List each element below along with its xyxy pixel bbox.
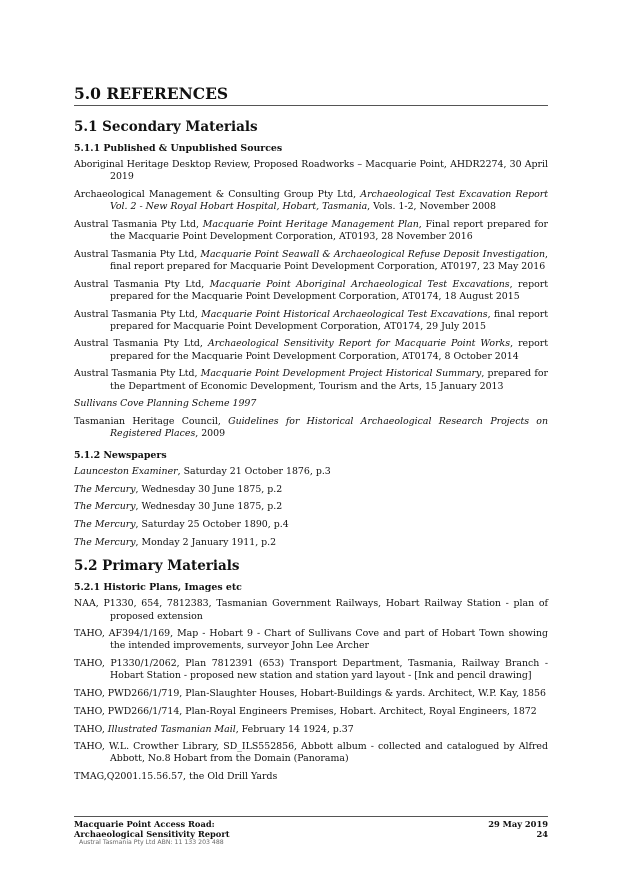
reference-details: , final report prepared for Macquarie Point Development Corporation, AT0174, 29 July 2015	[110, 308, 549, 332]
reference-item	[74, 338, 548, 362]
reference-title: Sullivans Cove Planning Scheme 1997	[74, 398, 257, 410]
reference-text: TAHO,	[74, 723, 108, 735]
reference-item	[74, 628, 548, 652]
reference-item	[74, 398, 548, 410]
reference-text: NAA, P1330, 654, 7812383, Tasmanian Government Railways, Hobart Railway Station - plan of proposed extension	[74, 598, 548, 622]
reference-item	[74, 189, 548, 213]
page-footer	[74, 816, 548, 839]
section-heading-primary: 5.2 Primary Materials	[74, 558, 240, 575]
reference-title: The Mercury	[74, 518, 136, 530]
reference-text: Austral Tasmania Pty Ltd,	[74, 308, 202, 320]
reference-item	[74, 771, 548, 783]
reference-text: TAHO, PWD266/1/719, Plan-Slaughter Houses, Hobart-Buildings & yards. Architect, W.P. Kay, 1856	[74, 688, 546, 700]
reference-details: , report prepared for the Macquarie Point Development Corporation, AT0174, 18 August 2015	[110, 278, 548, 302]
reference-title: The Mercury	[74, 536, 136, 548]
section-heading-secondary: 5.1 Secondary Materials	[74, 119, 258, 135]
reference-item	[74, 658, 548, 682]
reference-item	[74, 219, 548, 243]
reference-details: , final report prepared for Macquarie Point Development Corporation, AT0197, 23 May 2016	[110, 248, 548, 272]
reference-item	[74, 484, 548, 496]
reference-text: Tasmanian Heritage Council,	[74, 415, 229, 427]
reference-title: The Mercury	[74, 501, 136, 513]
subsection-heading-published: 5.1.1 Published & Unpublished Sources	[74, 143, 283, 154]
reference-details: , report prepared for the Macquarie Point Development Corporation, AT0174, 8 October 2014	[110, 338, 548, 362]
reference-item	[74, 309, 548, 333]
reference-item	[74, 466, 548, 478]
reference-text: TMAG,Q2001.15.56.57, the Old Drill Yards	[74, 771, 278, 783]
reference-text: Aboriginal Heritage Desktop Review, Proposed Roadworks – Macquarie Point, AHDR2274, 30 April 2019	[74, 159, 548, 183]
reference-details: , Saturday 25 October 1890, p.4	[135, 518, 289, 530]
reference-title: Archaeological Test Excavation Report Vol. 2 - New Royal Hobart Hospital, Hobart, Tasmania	[110, 188, 548, 213]
reference-item	[74, 279, 548, 303]
reference-text: Austral Tasmania Pty Ltd,	[74, 248, 201, 260]
reference-item	[74, 501, 548, 513]
historic-plans-list	[74, 598, 548, 783]
published-sources-list	[74, 159, 548, 440]
reference-item	[74, 159, 548, 183]
page-title: 5.0 REFERENCES	[74, 84, 548, 106]
reference-title: Macquarie Point Historical Archaeological Test Excavations	[201, 308, 488, 320]
reference-item	[74, 706, 548, 718]
reference-item	[74, 368, 548, 392]
reference-title: Guidelines for Historical Archaeological Research Projects on Registered Places	[110, 415, 548, 440]
reference-title: Macquarie Point Aboriginal Archaeological Test Excavations	[209, 278, 510, 290]
reference-details: , Vols. 1-2, November 2008	[367, 201, 496, 213]
reference-text: Austral Tasmania Pty Ltd,	[74, 368, 201, 380]
reference-details: , 2009	[195, 428, 226, 440]
reference-text: TAHO, PWD266/1/714, Plan-Royal Engineers Premises, Hobart. Architect, Royal Engineers, 1872	[74, 705, 537, 717]
reference-details: , Saturday 21 October 1876, p.3	[177, 465, 331, 477]
reference-text: Austral Tasmania Pty Ltd,	[74, 278, 210, 290]
reference-title: Archaeological Sensitivity Report for Macquarie Point Works	[207, 338, 511, 350]
footer-date: 29 May 2019	[488, 819, 548, 829]
reference-title: Macquarie Point Seawall & Archaeological Refuse Deposit Investigation	[200, 248, 545, 260]
reference-text: TAHO, W.L. Crowther Library, SD_ILS552856, Abbott album - collected and catalogued by Alfred Abbott, No.8 Hobart from the Domain (Panorama)	[74, 741, 548, 765]
reference-details: , February 14 1924, p.37	[235, 723, 354, 735]
reference-item	[74, 537, 548, 549]
reference-item	[74, 416, 548, 440]
subsection-heading-newspapers: 5.1.2 Newspapers	[74, 449, 167, 461]
reference-text: Austral Tasmania Pty Ltd,	[74, 338, 208, 350]
reference-text: TAHO, P1330/1/2062, Plan 7812391 (653) Transport Department, Tasmania, Railway Branch - Hobart Station - proposed new station and station yard layout - [Ink and pencil drawing]	[74, 658, 548, 682]
reference-text: TAHO, AF394/1/169, Map - Hobart 9 - Chart of Sullivans Cove and part of Hobart Town showing the intended improvements, surveyor John Lee Archer	[74, 628, 548, 652]
reference-title: Macquarie Point Development Project Historical Summary	[200, 368, 482, 380]
reference-item	[74, 741, 548, 765]
reference-item	[74, 519, 548, 531]
newspapers-list	[74, 466, 548, 549]
reference-details: , prepared for the Department of Economic Development, Tourism and the Arts, 15 January 2013	[110, 368, 548, 392]
footer-report-title: Archaeological Sensitivity Report	[74, 829, 230, 839]
reference-item	[74, 249, 548, 273]
reference-item	[74, 688, 548, 700]
reference-title: Launceston Examiner	[74, 465, 178, 477]
footer-project-title: Macquarie Point Access Road:	[74, 819, 215, 829]
reference-details: , Monday 2 January 1911, p.2	[135, 536, 277, 548]
reference-text: Archaeological Management & Consulting Group Pty Ltd,	[74, 188, 361, 200]
reference-title: Macquarie Point Heritage Management Plan	[202, 218, 419, 230]
reference-text: Austral Tasmania Pty Ltd,	[74, 218, 203, 230]
reference-item	[74, 724, 548, 736]
reference-title: The Mercury	[74, 483, 136, 495]
subsection-heading-historic: 5.2.1 Historic Plans, Images etc	[74, 582, 242, 594]
document-page	[74, 84, 548, 789]
reference-details: , Wednesday 30 June 1875, p.2	[135, 483, 283, 495]
reference-details: , Final report prepared for the Macquarie Point Development Corporation, AT0193, 28 November 2016	[110, 218, 548, 243]
reference-item	[74, 598, 548, 622]
company-footer-text: Austral Tasmania Pty Ltd ABN: 11 133 203 488	[79, 839, 224, 846]
reference-details: , Wednesday 30 June 1875, p.2	[135, 501, 283, 513]
reference-title: Illustrated Tasmanian Mail	[107, 723, 236, 735]
page-number: 24	[536, 829, 548, 839]
